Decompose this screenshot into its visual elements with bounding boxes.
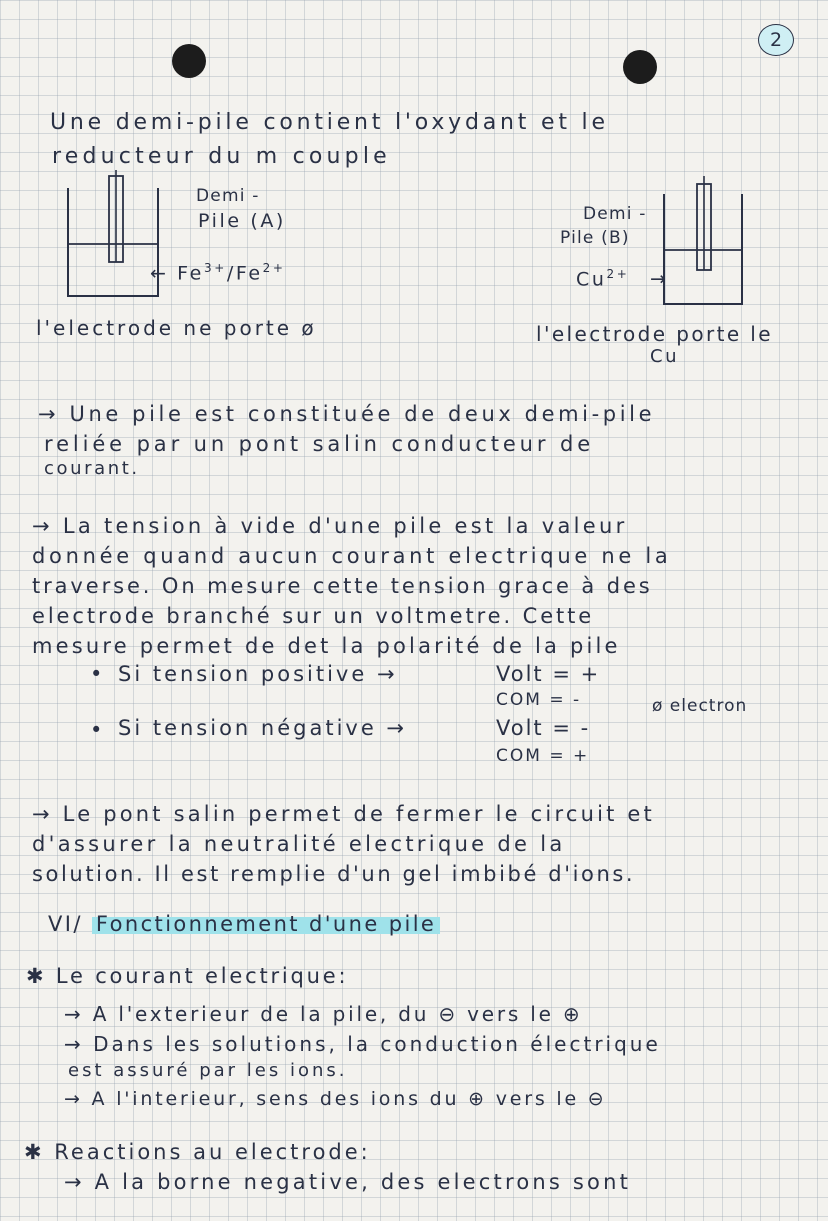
tension-bullet-2-volt: Volt = - (496, 716, 591, 740)
section-vi-heading (48, 914, 440, 935)
reactions-line-1: → A la borne negative, des electrons sont (64, 1170, 632, 1194)
half-cell-a-label-1: Demi - (196, 186, 260, 206)
couple-charge-1: 3+ (203, 261, 227, 275)
bullet-dot-1: • (90, 662, 105, 686)
section-vi-prefix: VI/ (48, 912, 83, 936)
tension-line-3: traverse. On mesure cette tension grace à des (32, 574, 653, 598)
couple-sep: /Fe (226, 262, 263, 285)
half-cell-b-electrode-metal: Cu (650, 346, 680, 367)
tension-line-1: → La tension à vide d'une pile est la valeur (32, 514, 628, 538)
tension-line-4: electrode branché sur un voltmetre. Cette (32, 604, 595, 628)
courant-line-1: → A l'exterieur de la pile, du ⊖ vers le ⊕ (64, 1002, 583, 1026)
electron-note: ø electron (652, 696, 748, 716)
pile-def-line-2: reliée par un pont salin conducteur de (44, 432, 595, 456)
courant-line-2: → Dans les solutions, la conduction électrique (64, 1032, 661, 1056)
bullet-dot-2: • (90, 718, 105, 742)
pile-def-line-1: → Une pile est constituée de deux demi-pile (38, 402, 656, 426)
pont-salin-line-1: → Le pont salin permet de fermer le circuit et (32, 802, 655, 826)
tension-bullet-1: Si tension positive → (118, 662, 398, 686)
half-cell-a-couple (150, 262, 286, 283)
section-vi-title: Fonctionnement d'une pile (92, 912, 440, 936)
pont-salin-line-3: solution. Il est remplie d'un gel imbibé d'ions. (32, 862, 636, 886)
tension-bullet-1-com: COM = - (496, 690, 582, 710)
half-cell-a-electrode-note: l'electrode ne porte ø (36, 316, 317, 340)
ion-arrow-icon: → (650, 268, 669, 291)
intro-line-2: reducteur du m couple (52, 144, 391, 169)
page-number: 2 (758, 24, 794, 56)
pile-def-line-3: courant. (44, 458, 140, 479)
tension-bullet-2: Si tension négative → (118, 716, 408, 740)
couple-arrow-icon: ← (150, 262, 169, 285)
courant-line-4: → A l'interieur, sens des ions du ⊕ vers le ⊖ (64, 1088, 607, 1110)
tension-bullet-2-com: COM = + (496, 746, 590, 766)
courant-line-3: est assuré par les ions. (68, 1060, 348, 1081)
half-cell-b-electrode-note: l'electrode porte le (536, 322, 773, 346)
half-cell-b-diagram (660, 172, 750, 307)
couple-fe: Fe (177, 262, 204, 285)
half-cell-b-label-2: Pile (B) (560, 228, 630, 248)
tension-line-2: donnée quand aucun courant electrique ne la (32, 544, 672, 568)
intro-line-1: Une demi-pile contient l'oxydant et le (50, 110, 609, 135)
pont-salin-line-2: d'assurer la neutralité electrique de la (32, 832, 566, 856)
half-cell-b-ion (576, 268, 669, 289)
reactions-heading: ✱ Reactions au electrode: (24, 1140, 371, 1164)
ion-charge: 2+ (606, 267, 630, 281)
binder-hole-right (623, 50, 657, 84)
binder-hole-left (172, 44, 206, 78)
ion-cu: Cu (576, 268, 607, 291)
couple-charge-2: 2+ (262, 261, 286, 275)
tension-bullet-1-volt: Volt = + (496, 662, 601, 686)
courant-heading: ✱ Le courant electrique: (26, 964, 349, 988)
half-cell-a-label-2: Pile (A) (198, 210, 286, 232)
tension-line-5: mesure permet de det la polarité de la pile (32, 634, 621, 658)
half-cell-b-label-1: Demi - (583, 204, 647, 224)
